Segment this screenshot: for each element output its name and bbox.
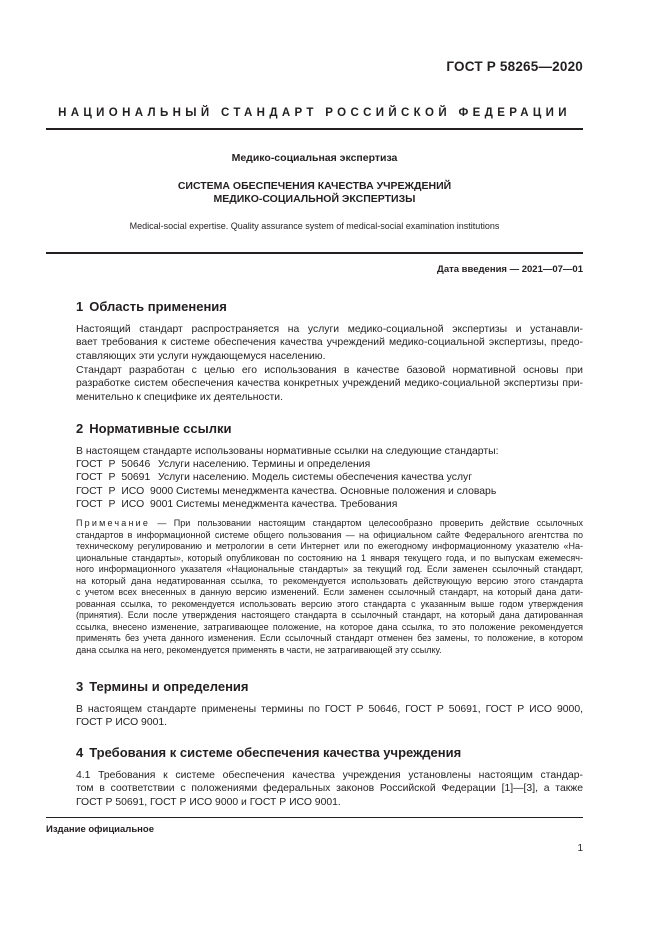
reference-title: Системы менеджмента качества. Требования	[176, 499, 398, 510]
text-line: разработке систем обеспечения качества конкретных учреждений медико-социальной экспертизы при-	[76, 378, 583, 390]
section-3-number: 3	[76, 679, 84, 694]
text-line: вает требования к системе обеспечения качества учреждений медико-социальной экспертизы, предо-	[76, 337, 583, 349]
document-subtitle: Медико-социальная экспертиза	[231, 152, 398, 164]
reference-title: Услуги населению. Модель системы обеспечения качества услуг	[158, 472, 472, 483]
section-3-heading	[76, 679, 249, 694]
reference-title: Услуги населению. Термины и определения	[158, 459, 371, 470]
note-line: рованная ссылка, то рекомендуется использовать версию этого стандарта с указанным выше годом утверждения	[76, 598, 583, 609]
section-4-paragraph	[76, 769, 583, 809]
note-line: ссылка, внесено изменение, затрагивающее положение, на которое дана ссылка, то это положение рекомендуется	[76, 621, 583, 632]
normative-reference	[76, 485, 496, 498]
note-line: стандартов в информационной системе общего пользования — на официальном сайте Федерального агентства по	[76, 529, 583, 540]
text-line: Настоящий стандарт распространяется на услуги медико-социальной экспертизы и устанавли-	[76, 324, 583, 335]
text-line: ставляющих эти услуги нуждающемуся населению.	[76, 350, 326, 362]
reference-code: ГОСТ Р ИСО 9000	[76, 486, 174, 497]
text-line: 4.1 Требования к системе обеспечения качества учреждения установлены настоящим стандар-	[76, 770, 583, 781]
note-line: дана ссылка на него, рекомендуется применять в части, не затрагивающей эту ссылку.	[76, 645, 442, 656]
normative-reference	[76, 458, 370, 471]
note-first-line	[76, 518, 583, 530]
text-line: ГОСТ Р ИСО 9001.	[76, 717, 168, 729]
section-4-heading	[76, 745, 461, 760]
section-3-paragraph	[76, 703, 583, 730]
note-line: циональные стандарты», который опубликован по состоянию на 1 января текущего года, и по выпускам ежемесяч-	[76, 552, 583, 563]
section-2-heading	[76, 421, 231, 436]
note-line: техническому регулированию и метрологии в сети Интернет или по ежегодному информационному указателю «На-	[76, 541, 583, 552]
reference-code: ГОСТ Р ИСО 9001	[76, 499, 174, 510]
header-divider	[46, 128, 583, 130]
reference-title: Системы менеджмента качества. Основные положения и словарь	[176, 486, 497, 497]
note-line: применять без учета данного изменения. Если ссылочный стандарт отменен без замены, то положение, в котором	[76, 633, 583, 644]
page-number: 1	[577, 843, 583, 854]
normative-reference	[76, 471, 472, 484]
footer-divider	[46, 817, 583, 818]
document-number: ГОСТ Р 58265—2020	[446, 59, 583, 74]
text-line: ГОСТ Р 50691, ГОСТ Р ИСО 9000 и ГОСТ Р ИСО 9001.	[76, 796, 341, 808]
section-2-title: Нормативные ссылки	[89, 421, 232, 436]
normative-reference	[76, 498, 397, 511]
section-2-note	[76, 518, 583, 657]
section-1-number: 1	[76, 299, 84, 314]
reference-code: ГОСТ Р 50691	[76, 472, 151, 483]
document-title-line2: МЕДИКО-СОЦИАЛЬНОЙ ЭКСПЕРТИЗЫ	[213, 193, 416, 205]
note-first-text: — При пользовании настоящим стандартом целесообразно проверить действие ссылочных	[150, 518, 583, 528]
national-standard-banner: НАЦИОНАЛЬНЫЙ СТАНДАРТ РОССИЙСКОЙ ФЕДЕРАЦИИ	[58, 107, 571, 119]
introduction-date: Дата введения — 2021—07—01	[437, 264, 583, 275]
note-line: на который дана недатированная ссылка, то рекомендуется использовать действующую версию этого стандарта	[76, 575, 583, 586]
text-line: Стандарт разработан с целью его использования в качестве базовой нормативной основы при	[76, 365, 583, 376]
section-3-title: Термины и определения	[89, 679, 249, 694]
note-line: ного информационного указателя «Национальные стандарты» за текущий год. Если заменен ссылочный стандарт,	[76, 564, 583, 575]
section-2-intro: В настоящем стандарте использованы нормативные ссылки на следующие стандарты:	[76, 446, 499, 457]
note-label: Примечание	[76, 518, 151, 528]
note-line: с учетом всех внесенных в данную версию изменений. Если заменен ссылочный стандарт, на который дана дати-	[76, 587, 583, 598]
section-1-heading	[76, 299, 227, 314]
note-line: (принятия). Если после утверждения настоящего стандарта в ссылочный стандарт, на который дана датированная	[76, 610, 583, 621]
section-4-title: Требования к системе обеспечения качества учреждения	[89, 745, 462, 760]
text-line: В настоящем стандарте применены термины по ГОСТ Р 50646, ГОСТ Р 50691, ГОСТ Р ИСО 9000,	[76, 704, 583, 715]
section-1-title: Область применения	[89, 299, 227, 314]
official-edition-label: Издание официальное	[46, 824, 154, 835]
english-title: Medical-social expertise. Quality assurance system of medical-social examination institutions	[129, 221, 500, 231]
section-1-paragraph-2	[76, 364, 583, 404]
document-title	[46, 180, 583, 206]
section-1-paragraph-1	[76, 323, 583, 363]
reference-code: ГОСТ Р 50646	[76, 459, 151, 470]
title-divider	[46, 252, 583, 254]
document-title-line1: СИСТЕМА ОБЕСПЕЧЕНИЯ КАЧЕСТВА УЧРЕЖДЕНИЙ	[177, 180, 452, 192]
text-line: менительно к специфике их деятельности.	[76, 391, 283, 403]
section-2-number: 2	[76, 421, 84, 436]
section-4-number: 4	[76, 745, 84, 760]
text-line: том в соответствии с положениями федеральных законов Российской Федерации [1]—[3], а также	[76, 783, 583, 795]
